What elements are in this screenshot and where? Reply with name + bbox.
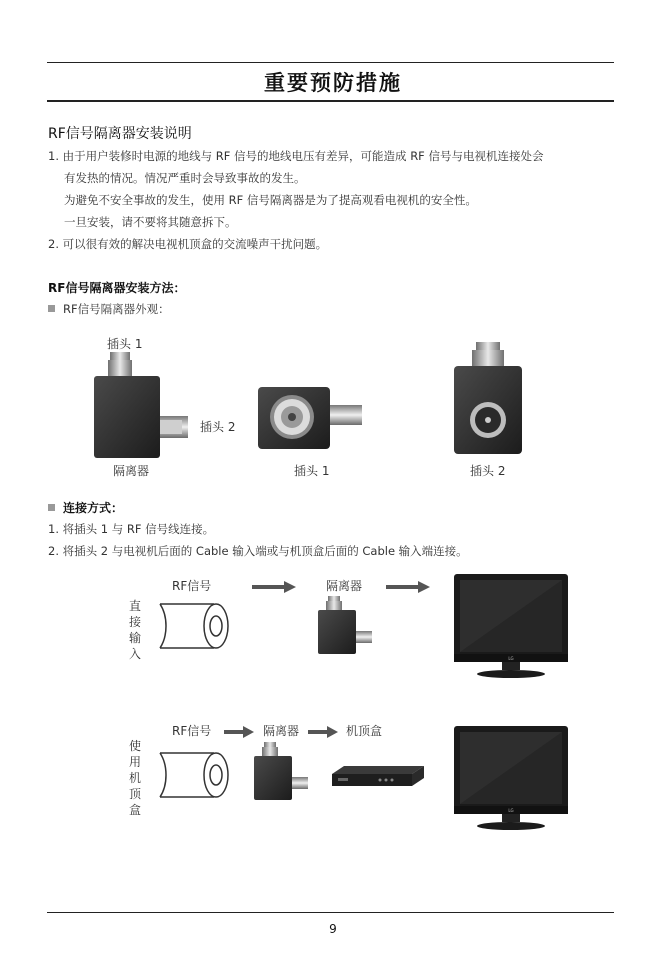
diagram2-isolator-photo: [252, 742, 312, 802]
page-number: 9: [329, 922, 337, 936]
diagram2-arrow-1-icon: [224, 726, 254, 738]
diagram1-isolator-label: 隔离器: [326, 579, 363, 593]
connection-heading: 连接方式：: [63, 501, 124, 515]
diagram1-rf-label: RF信号: [172, 579, 212, 593]
diagram2-isolator-label: 隔离器: [263, 724, 300, 738]
diagram2-tv-icon: [452, 724, 570, 832]
side-char: 顶: [128, 787, 141, 801]
diagram2-rf-label: RF信号: [172, 724, 212, 738]
top-rule: [47, 62, 614, 63]
side-char: 机: [128, 771, 141, 785]
diagram2-arrow-2-icon: [308, 726, 338, 738]
plug1-top-label: 插头 1: [107, 337, 143, 351]
diagram1-tv-icon: [452, 572, 570, 680]
diagram1-isolator-photo: [316, 596, 376, 656]
diagram2-cable-icon: [158, 751, 232, 799]
plug2-side-label: 插头 2: [200, 420, 236, 434]
diagram1-arrow-1-icon: [252, 581, 296, 593]
isolator-plug2-photo: [450, 338, 530, 458]
caption-isolator: 隔离器: [113, 464, 150, 478]
step2: 2. 将插头 2 与电视机后面的 Cable 输入端或与机顶盒后面的 Cable 输入端连接。: [48, 544, 468, 558]
step1: 1. 将插头 1 与 RF 信号线连接。: [48, 522, 215, 536]
diagram2-stb-label: 机顶盒: [346, 724, 383, 738]
appearance-line: [48, 301, 170, 317]
title-underline: [47, 100, 614, 102]
side-char: 使: [128, 739, 141, 753]
item2: 2. 可以很有效的解决电视机顶盒的交流噪声干扰问题。: [48, 237, 328, 251]
svg-text:LG: LG: [508, 808, 514, 813]
diagram1-arrow-2-icon: [386, 581, 430, 593]
section-heading-method: RF信号隔离器安装方法：: [48, 281, 186, 295]
item1-line3: 为避免不安全事故的发生，使用 RF 信号隔离器是为了提高观看电视机的安全性。: [64, 193, 477, 207]
appearance-label: RF信号隔离器外观：: [63, 302, 170, 316]
side-char: 用: [128, 755, 141, 769]
side-char: 直: [128, 599, 141, 613]
caption-plug2: 插头 2: [470, 464, 506, 478]
diagram1-cable-icon: [158, 602, 232, 650]
isolator-side-photo: [90, 350, 200, 460]
side-char: 入: [128, 647, 141, 661]
svg-text:LG: LG: [508, 656, 514, 661]
connection-heading-line: [48, 499, 123, 516]
diagram2-settop-box-icon: [330, 764, 426, 790]
footer-rule: [47, 912, 614, 913]
side-char: 接: [128, 615, 141, 629]
caption-plug1: 插头 1: [294, 464, 330, 478]
diagram2-side-label: [128, 738, 142, 818]
page-title: 重要预防措施: [264, 71, 402, 95]
side-char: 盒: [128, 803, 141, 817]
item1-line2: 有发热的情况。情况严重时会导致事故的发生。: [64, 171, 306, 185]
side-char: 输: [128, 631, 141, 645]
item1-line4: 一旦安装，请不要将其随意拆下。: [64, 215, 237, 229]
diagram1-side-label: [128, 598, 142, 662]
item1-line1: 1. 由于用户装修时电源的地线与 RF 信号的地线电压有差异，可能造成 RF 信号与电视机连接处会: [48, 149, 544, 163]
section-heading-install-notes: RF信号隔离器安装说明: [48, 126, 192, 142]
bullet-square-icon: [48, 504, 55, 511]
bullet-square-icon: [48, 305, 55, 312]
isolator-plug1-photo: [258, 383, 368, 453]
